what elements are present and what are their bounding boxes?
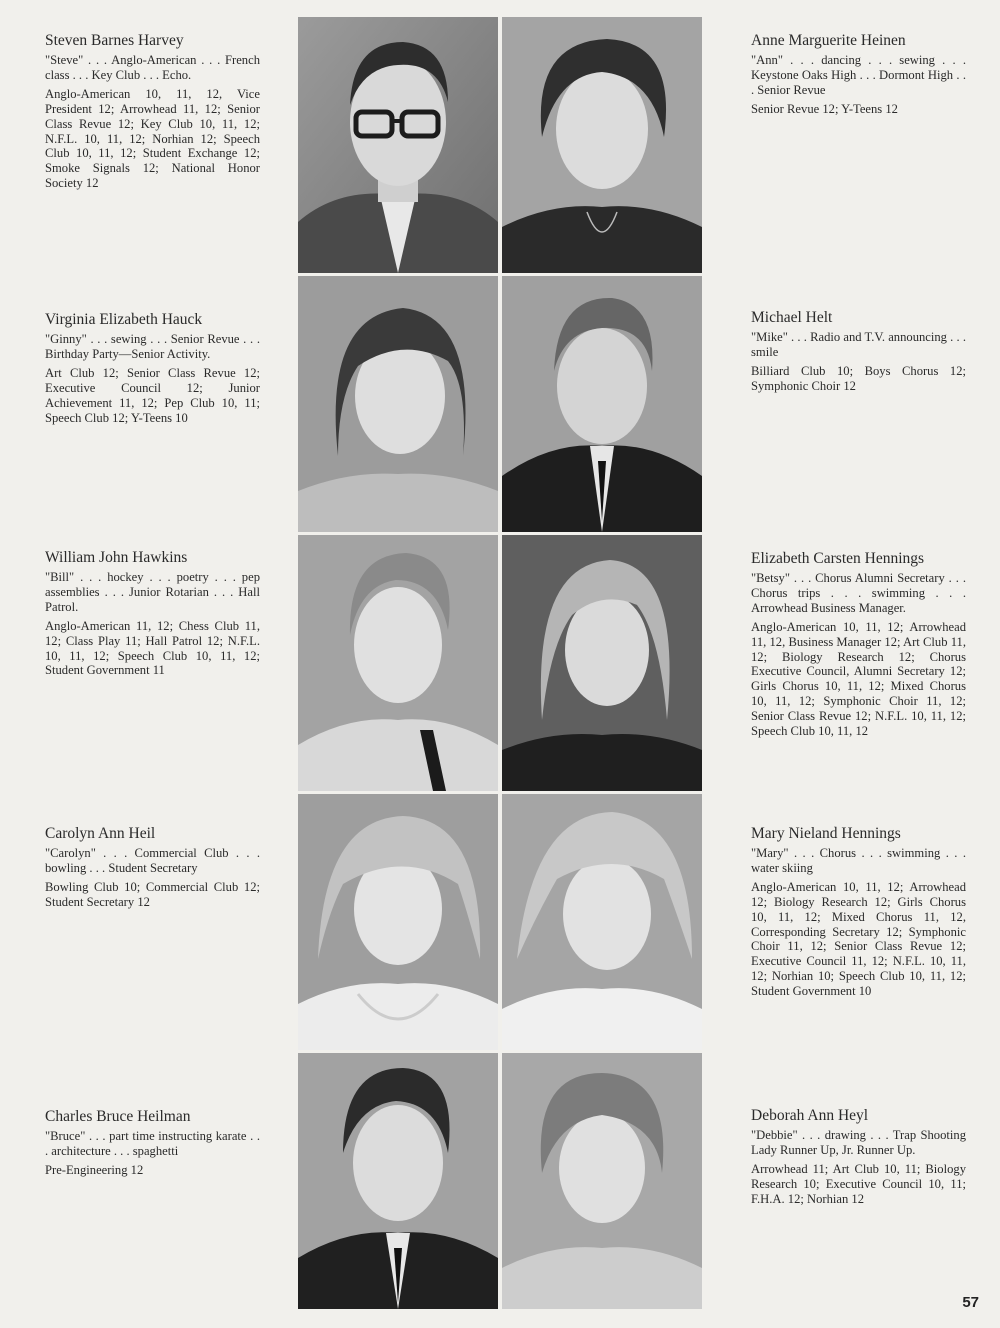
student-bio: [45, 824, 260, 910]
student-quote: "Ann" . . . dancing . . . sewing . . . Keystone Oaks High . . . Dormont High . . . Senior Revue: [751, 53, 966, 97]
student-name: William John Hawkins: [45, 549, 188, 566]
student-bio: [751, 1106, 966, 1207]
student-portrait-photo: [298, 276, 498, 532]
student-bio: [751, 31, 966, 117]
student-portrait-photo: [502, 17, 702, 273]
student-portrait-photo: [298, 535, 498, 791]
student-activities: Bowling Club 10; Commercial Club 12; Student Secretary 12: [45, 879, 260, 909]
student-name: Steven Barnes Harvey: [45, 32, 184, 49]
student-activities: Art Club 12; Senior Class Revue 12; Executive Council 12; Junior Achievement 11, 12; Pep Club 10, 11; Speech Club 12; Y-Teens 10: [45, 365, 260, 425]
student-portrait-photo: [298, 794, 498, 1050]
student-quote: "Carolyn" . . . Commercial Club . . . bowling . . . Student Secretary: [45, 846, 260, 875]
student-portrait-photo: [502, 276, 702, 532]
student-activities: Anglo-American 10, 11, 12; Arrowhead 11, 12, Business Manager 12; Art Club 11, 12; Biology Research 12; Chorus Executive Council, Alumni Secretary 12; Girls Chorus 10, 11, 12; Mixed Chorus 10, 11, 12; Symphonic Choir 11, 12; Senior Class Revue 12; N.F.L. 10, 11, 12; Speech Club 10, 11, 12: [751, 619, 966, 739]
student-portrait-photo: [502, 794, 702, 1050]
student-quote: "Bill" . . . hockey . . . poetry . . . pep assemblies . . . Junior Rotarian . . . Hall Patrol.: [45, 570, 260, 614]
student-activities: Arrowhead 11; Art Club 10, 11; Biology Research 10; Executive Council 10, 11; F.H.A. 12; Norhian 12: [751, 1161, 966, 1206]
student-name: Anne Marguerite Heinen: [751, 32, 906, 49]
student-bio: [751, 549, 966, 739]
student-quote: "Mary" . . . Chorus . . . swimming . . . water skiing: [751, 846, 966, 875]
student-name: Carolyn Ann Heil: [45, 825, 156, 842]
student-name: Michael Helt: [751, 309, 833, 326]
student-bio: [45, 310, 260, 425]
student-bio: [45, 1107, 260, 1178]
student-activities: Anglo-American 10, 11, 12, Vice President 12; Arrowhead 11, 12; Senior Class Revue 12; Key Club 10, 11, 12; N.F.L. 10, 11, 12; Norhian 12; Speech Club 10, 11, 12; Student Exchange 12; Smoke Signals 12; National Honor Society 12: [45, 86, 260, 191]
student-quote: "Ginny" . . . sewing . . . Senior Revue . . . Birthday Party—Senior Activity.: [45, 332, 260, 361]
student-quote: "Debbie" . . . drawing . . . Trap Shooting Lady Runner Up, Jr. Runner Up.: [751, 1128, 966, 1157]
page-number: 57: [962, 1294, 979, 1311]
student-name: Elizabeth Carsten Hennings: [751, 550, 925, 567]
student-activities: Anglo-American 10, 11, 12; Arrowhead 12; Biology Research 12; Girls Chorus 10, 11, 12; Mixed Chorus 11, 12, Corresponding Secretary 12; Symphonic Choir 11, 12; Senior Class Revue 12; Executive Council 11, 12; N.F.L. 10, 11, 12; Norhian 10; Speech Club 10, 11, 12; Student Government 10: [751, 879, 966, 999]
student-activities: Anglo-American 11, 12; Chess Club 11, 12; Class Play 11; Hall Patrol 12; N.F.L. 10, 11, 12; Speech Club 10, 11, 12; Student Government 11: [45, 618, 260, 678]
student-name: Mary Nieland Hennings: [751, 825, 901, 842]
student-quote: "Mike" . . . Radio and T.V. announcing . . . smile: [751, 330, 966, 359]
student-activities: Senior Revue 12; Y-Teens 12: [751, 101, 898, 116]
student-portrait-photo: [298, 1053, 498, 1309]
student-quote: "Bruce" . . . part time instructing karate . . . architecture . . . spaghetti: [45, 1129, 260, 1158]
student-bio: [45, 548, 260, 678]
student-activities: Pre-Engineering 12: [45, 1162, 144, 1177]
student-bio: [45, 31, 260, 191]
student-name: Virginia Elizabeth Hauck: [45, 311, 203, 328]
student-activities: Billiard Club 10; Boys Chorus 12; Symphonic Choir 12: [751, 363, 966, 393]
student-bio: [751, 308, 966, 394]
student-quote: "Betsy" . . . Chorus Alumni Secretary . . . Chorus trips . . . swimming . . . Arrowhead Business Manager.: [751, 571, 966, 615]
student-bio: [751, 824, 966, 999]
student-portrait-photo: [502, 1053, 702, 1309]
student-name: Charles Bruce Heilman: [45, 1108, 191, 1125]
student-name: Deborah Ann Heyl: [751, 1107, 869, 1124]
student-quote: "Steve" . . . Anglo-American . . . French class . . . Key Club . . . Echo.: [45, 53, 260, 82]
student-portrait-photo: [502, 535, 702, 791]
student-portrait-photo: [298, 17, 498, 273]
